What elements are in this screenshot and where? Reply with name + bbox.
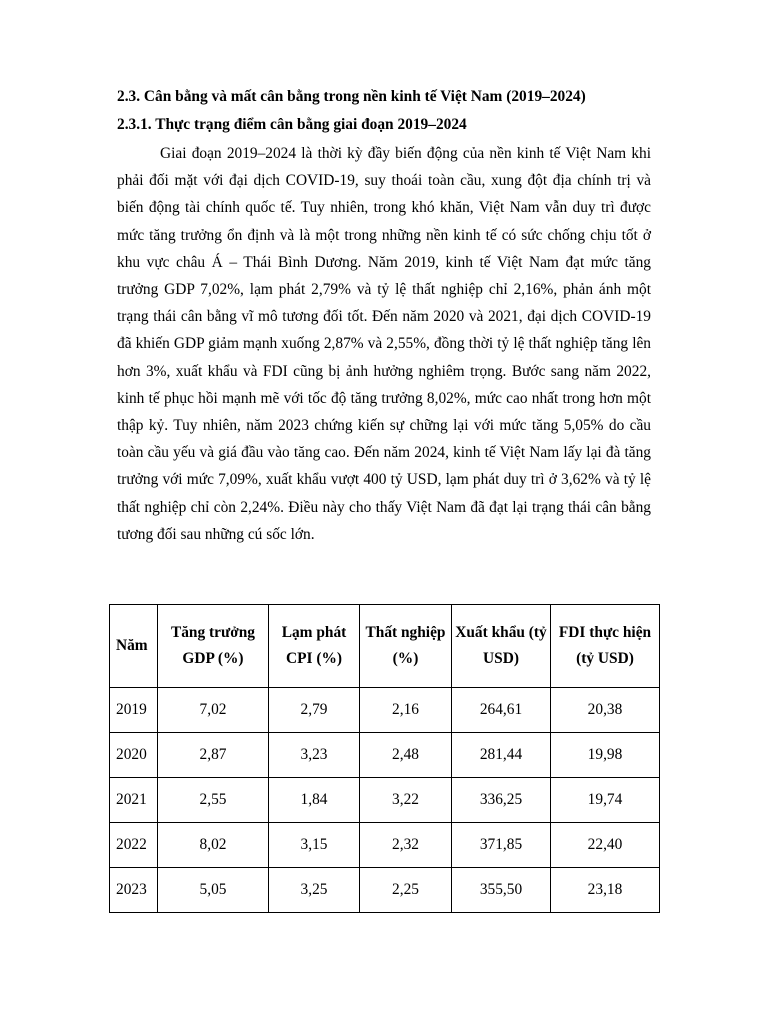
cell-exports: 355,50 [452, 868, 551, 913]
cell-exports: 371,85 [452, 823, 551, 868]
cell-fdi: 22,40 [551, 823, 660, 868]
cell-unemployment: 2,48 [360, 733, 452, 778]
cell-cpi-inflation: 1,84 [269, 778, 360, 823]
subsection-heading: 2.3.1. Thực trạng điểm cân bằng giai đoạn 2019–2024 [117, 116, 467, 133]
cell-exports: 336,25 [452, 778, 551, 823]
cell-unemployment: 2,25 [360, 868, 452, 913]
cell-cpi-inflation: 2,79 [269, 688, 360, 733]
table-row [110, 778, 660, 823]
table-row [110, 823, 660, 868]
cell-gdp-growth: 2,55 [158, 778, 269, 823]
header-cpi-inflation: Lạm phát CPI (%) [269, 605, 360, 688]
header-fdi: FDI thực hiện (tỷ USD) [551, 605, 660, 688]
header-exports: Xuất khẩu (tỷ USD) [452, 605, 551, 688]
cell-year: 2023 [110, 868, 158, 913]
table-header-row [110, 605, 660, 688]
cell-cpi-inflation: 3,25 [269, 868, 360, 913]
cell-cpi-inflation: 3,15 [269, 823, 360, 868]
cell-year: 2020 [110, 733, 158, 778]
cell-unemployment: 2,32 [360, 823, 452, 868]
cell-fdi: 19,98 [551, 733, 660, 778]
table-row [110, 688, 660, 733]
cell-exports: 281,44 [452, 733, 551, 778]
section-heading: 2.3. Cân bằng và mất cân bằng trong nền kinh tế Việt Nam (2019–2024) [117, 88, 586, 105]
cell-fdi: 23,18 [551, 868, 660, 913]
cell-gdp-growth: 2,87 [158, 733, 269, 778]
header-unemployment: Thất nghiệp (%) [360, 605, 452, 688]
cell-gdp-growth: 5,05 [158, 868, 269, 913]
cell-year: 2022 [110, 823, 158, 868]
table-row [110, 868, 660, 913]
cell-gdp-growth: 7,02 [158, 688, 269, 733]
header-gdp-growth: Tăng trưởng GDP (%) [158, 605, 269, 688]
cell-gdp-growth: 8,02 [158, 823, 269, 868]
cell-fdi: 20,38 [551, 688, 660, 733]
cell-year: 2021 [110, 778, 158, 823]
cell-exports: 264,61 [452, 688, 551, 733]
cell-year: 2019 [110, 688, 158, 733]
cell-unemployment: 2,16 [360, 688, 452, 733]
body-paragraph: Giai đoạn 2019–2024 là thời kỳ đầy biến động của nền kinh tế Việt Nam khi phải đối mặt với đại dịch COVID-19, suy thoái toàn cầu, xung đột địa chính trị và biến động tài chính quốc tế. Tuy nhiên, trong khó khăn, Việt Nam vẫn duy trì được mức tăng trưởng ổn định và là một trong những nền kinh tế có sức chống chịu tốt ở khu vực châu Á – Thái Bình Dương. Năm 2019, kinh tế Việt Nam đạt mức tăng trưởng GDP 7,02%, lạm phát 2,79% và tỷ lệ thất nghiệp chỉ 2,16%, phản ánh một trạng thái cân bằng vĩ mô tương đối tốt. Đến năm 2020 và 2021, đại dịch COVID-19 đã khiến GDP giảm mạnh xuống 2,87% và 2,55%, đồng thời tỷ lệ thất nghiệp tăng lên hơn 3%, xuất khẩu và FDI cũng bị ảnh hưởng nghiêm trọng. Bước sang năm 2022, kinh tế phục hồi mạnh mẽ với tốc độ tăng trưởng 8,02%, mức cao nhất trong hơn một thập kỷ. Tuy nhiên, năm 2023 chứng kiến sự chững lại với mức tăng 5,05% do cầu toàn cầu yếu và giá đầu vào tăng cao. Đến năm 2024, kinh tế Việt Nam lấy lại đà tăng trưởng với mức 7,09%, xuất khẩu vượt 400 tỷ USD, lạm phát duy trì ở 3,62% và tỷ lệ thất nghiệp chỉ còn 2,24%. Điều này cho thấy Việt Nam đã đạt lại trạng thái cân bằng tương đối sau những cú sốc lớn. [117, 145, 651, 543]
header-year: Năm [110, 605, 158, 688]
cell-cpi-inflation: 3,23 [269, 733, 360, 778]
cell-fdi: 19,74 [551, 778, 660, 823]
economic-indicators-table [109, 604, 660, 913]
cell-unemployment: 3,22 [360, 778, 452, 823]
table-row [110, 733, 660, 778]
